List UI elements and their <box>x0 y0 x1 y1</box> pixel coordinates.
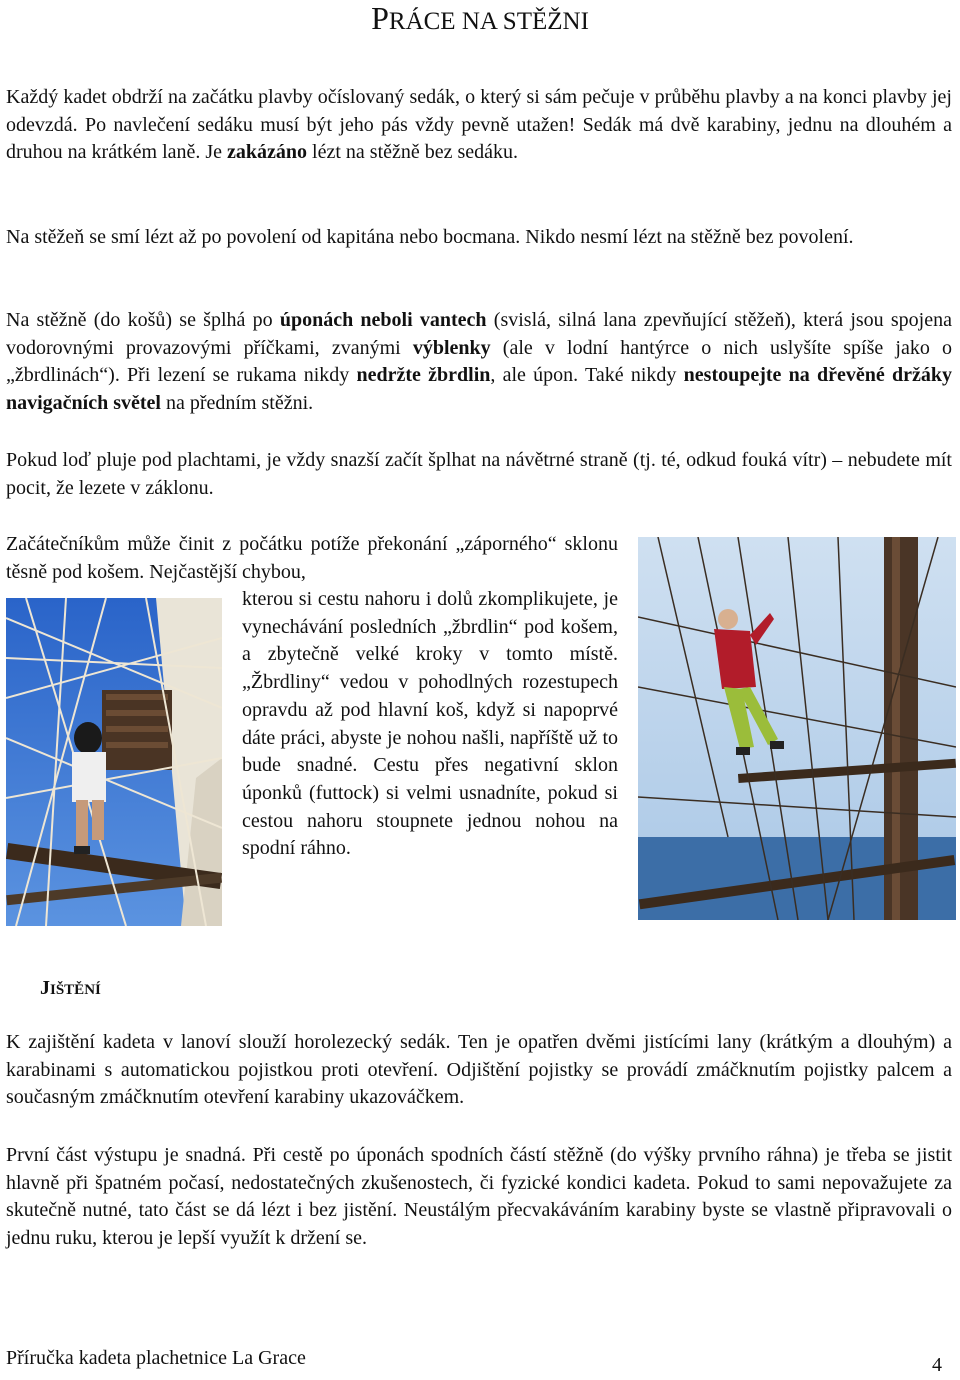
section-heading-belaying <box>40 975 101 1005</box>
paragraph-harness-bold: zakázáno <box>227 141 308 164</box>
climbing-bold-ratlines: výblenky <box>412 336 491 359</box>
paragraph-beginners-column: kterou si cestu nahoru i dolů zkomplikujete, je vynechávání posledních „žbrdlin“ pod košem, a zbytečně velké kroky v tomto místě. „Žbrdliny“ vedou v pohodlných rozestupech opravdu až pod hlavní koš, když si napoprvé dáte práci, abyste je nohou našli, napříště už to bude snadné. Cestu přes negativní sklon úponků (futtock) si velmi usnadníte, pokud si cestou nahoru stoupnete jednou nohou na spodní ráhno. <box>242 588 618 860</box>
climbing-text-g: , ale úpon. Také nikdy <box>490 364 684 387</box>
paragraph-harness-text: Každý kadet obdrží na začátku plavby očíslovaný sedák, o který si sám pečuje v průběhu plavby a na konci plavby jej odevzdá. Po navlečení sedáku musí být jeho pás vždy pevně utažen! Sedák má dvě karabiny, jednu na dlouhém a druhou na krátkém laně. Je <box>6 86 952 164</box>
paragraph-harness-belay: K zajištění kadeta v lanoví slouží horolezecký sedák. Ten je opatřen dvěmi jistícími lany (krátkým a dlouhým) a karabinami s automatickou pojistkou proti otevření. Odjištění pojistky se provádí zmáčknutím pojistky palcem a současným zmáčknutím otevření karabiny ukazováčkem. <box>6 1031 952 1109</box>
photo-climber-mast-right <box>638 537 956 920</box>
paragraph-windward: Pokud loď pluje pod plachtami, je vždy snazší začít šplhat na návětrné straně (tj. té, odkud fouká vítr) – nebudete mít pocit, že lezete v záklonu. <box>6 449 952 499</box>
title-rest: RÁCE NA STĚŽNI <box>388 8 589 35</box>
climbing-bold-dont-hold: nedržte žbrdlin <box>356 364 491 387</box>
climbing-text-c: (svislá, silná lana zpevňující stěžeň), která jsou spojena vodorovnými provazovými příčkami, zvanými <box>6 309 952 359</box>
climbing-text-e: (ale v lodní hantýrce o nich uslyšíte spíše jako o „žbrdlinách“). Při lezení se rukama nikdy <box>6 336 952 387</box>
climbing-bold-dont-step: nestoupejte na dřevěné držáky navigačních světel <box>6 364 952 415</box>
climbing-text-a: Na stěžně (do košů) se šplhá po <box>6 309 280 331</box>
heading-initial: J <box>40 977 50 999</box>
climbing-bold-shrouds: úponách neboli vantech <box>279 309 487 331</box>
heading-rest: IŠTĚNÍ <box>50 982 101 998</box>
paragraph-beginners-top: Začátečníkům může činit z počátku potíže překonání „záporného“ sklonu těsně pod košem. Nejčastější chybou, <box>6 533 618 583</box>
page-number: 4 <box>932 1354 942 1376</box>
paragraph-permission: Na stěžeň se smí lézt až po povolení od kapitána nebo bocmana. Nikdo nesmí lézt na stěžně bez povolení. <box>6 226 854 248</box>
title-initial: P <box>371 0 389 36</box>
paragraph-climbing <box>6 307 952 418</box>
climbing-text-i: na předním stěžni. <box>161 392 314 415</box>
paragraph-harness <box>6 84 952 167</box>
photo-climber-rigging-left <box>6 598 222 926</box>
footer-title: Příručka kadeta plachetnice La Grace <box>6 1347 306 1369</box>
page-title <box>0 0 960 42</box>
paragraph-first-part: První část výstupu je snadná. Při cestě po úponách spodních částí stěžně (do výšky prvního ráhna) je třeba se jistit hlavně při špatném počasí, nedostatečných zkušenostech, či fyzické kondici kadeta. Pokud to sami nepovažujete za skutečně nutné, tato část se dá lézt i bez jistění. Neustálým přecvakáváním karabiny byste se vlastně připravovali o jednu ruku, kterou je lepší využít k držení se. <box>6 1144 952 1250</box>
paragraph-harness-end: lézt na stěžně bez sedáku. <box>307 141 519 164</box>
